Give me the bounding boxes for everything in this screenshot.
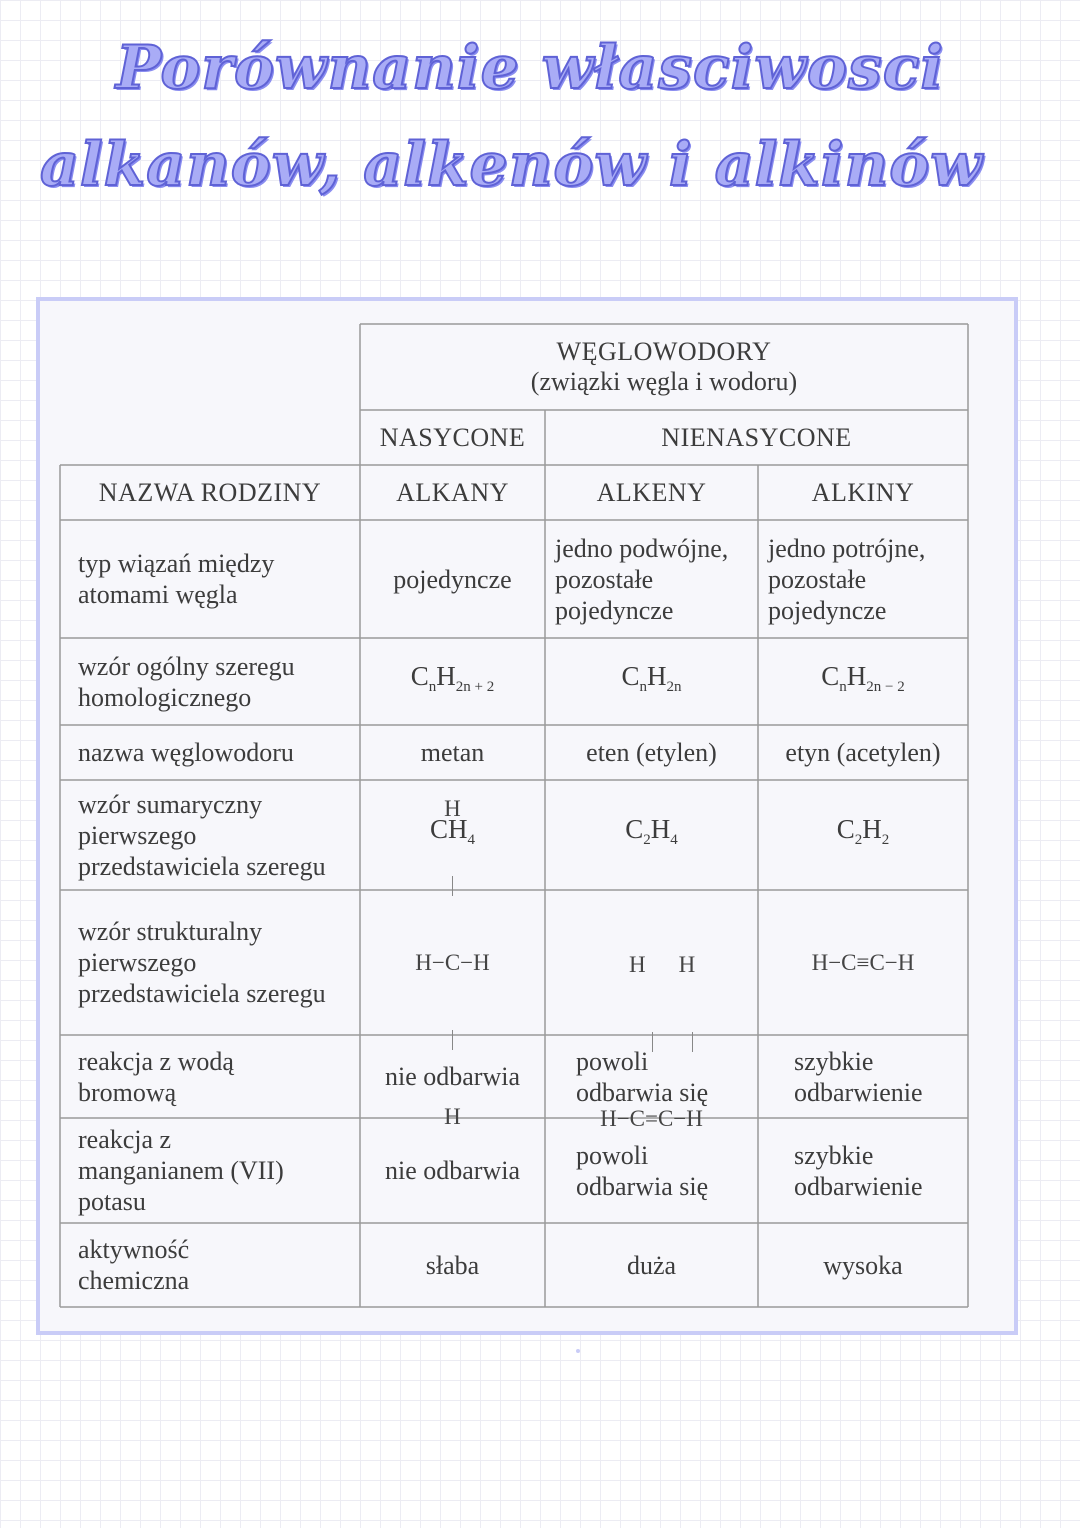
- page-title-line-2: alkanów, alkenów i alkinów: [40, 130, 983, 200]
- cell-alkiny-molecular-formula: $C_2H_2$: [836, 814, 890, 848]
- cell-alkiny-bond-type: jedno potrójne, pozostałe pojedyncze: [768, 533, 926, 625]
- header-alkiny: ALKINY: [811, 478, 915, 507]
- cell-alkany-permanganate: nie odbarwia: [384, 1156, 520, 1185]
- cell-alkany-bond-type: pojedyncze: [393, 564, 512, 594]
- cell-alkany-general-formula: $C_nH_{2n + 2}$: [410, 660, 495, 695]
- header-alkeny: ALKENY: [596, 478, 707, 507]
- row-label-permanganate: reakcja z manganianem (VII) potasu: [78, 1125, 284, 1216]
- row-label-chemical-activity: aktywność chemiczna: [78, 1235, 190, 1295]
- row-label-structural-formula: wzór strukturalny pierwszego przedstawiciela szeregu: [78, 917, 326, 1008]
- row-label-bromine-water: reakcja z wodą bromową: [78, 1046, 234, 1107]
- cell-alkeny-general-formula: $C_nH_{2n}$: [621, 660, 682, 695]
- cell-alkany-bromine-water: nie odbarwia: [384, 1062, 520, 1091]
- cell-alkiny-permanganate: szybkie odbarwienie: [794, 1140, 923, 1201]
- cell-alkiny-name: etyn (acetylen): [785, 738, 941, 767]
- ethyne-structure: H−C≡C−H: [811, 949, 915, 975]
- row-label-bond-type: typ wiązań między atomami węgla: [78, 549, 275, 609]
- cell-alkeny-activity: duża: [626, 1250, 677, 1280]
- row-label-molecular-formula: wzór sumaryczny pierwszego przedstawiciela szeregu: [78, 789, 326, 881]
- header-saturated: NASYCONE: [379, 423, 526, 452]
- cell-alkany-name: metan: [420, 738, 485, 767]
- header-hydrocarbons: [360, 324, 968, 410]
- cell-alkeny-permanganate: powoli odbarwia się: [576, 1140, 709, 1201]
- cell-alkiny-activity: wysoka: [823, 1250, 903, 1280]
- cell-alkany-molecular-formula: $CH_4$: [429, 814, 475, 848]
- methane-structure: H H−C−H H: [415, 795, 490, 1129]
- header-alkany: ALKANY: [396, 478, 509, 507]
- cell-alkiny-structural-formula: [758, 890, 968, 1035]
- cell-alkiny-bromine-water: szybkie odbarwienie: [794, 1046, 923, 1107]
- cell-alkeny-bond-type: jedno podwójne, pozostałe pojedyncze: [555, 533, 729, 625]
- cell-alkany-activity: słaba: [425, 1250, 480, 1280]
- cell-alkiny-general-formula: $C_nH_{2n - 2}$: [821, 660, 905, 695]
- header-unsaturated: NIENASYCONE: [661, 423, 852, 452]
- ethene-structure: H H H−C=C−H: [600, 952, 703, 1131]
- page-title-line-1: Porównanie własciwosci: [115, 33, 945, 103]
- cell-alkeny-bromine-water: powoli odbarwia się: [576, 1046, 709, 1107]
- decorative-dot: [576, 1349, 580, 1353]
- cell-alkeny-name: eten (etylen): [586, 738, 717, 767]
- header-hydrocarbons-subtitle: (związki węgla i wodoru): [530, 367, 798, 396]
- header-hydrocarbons-title: WĘGLOWODORY: [556, 337, 772, 366]
- table-frame: [36, 297, 1018, 1335]
- row-label-hydrocarbon-name: nazwa węglowodoru: [78, 738, 294, 767]
- row-label-general-formula: wzór ogólny szeregu homologicznego: [78, 651, 295, 712]
- header-family-name: NAZWA RODZINY: [98, 478, 322, 507]
- cell-alkeny-molecular-formula: $C_2H_4$: [625, 814, 678, 848]
